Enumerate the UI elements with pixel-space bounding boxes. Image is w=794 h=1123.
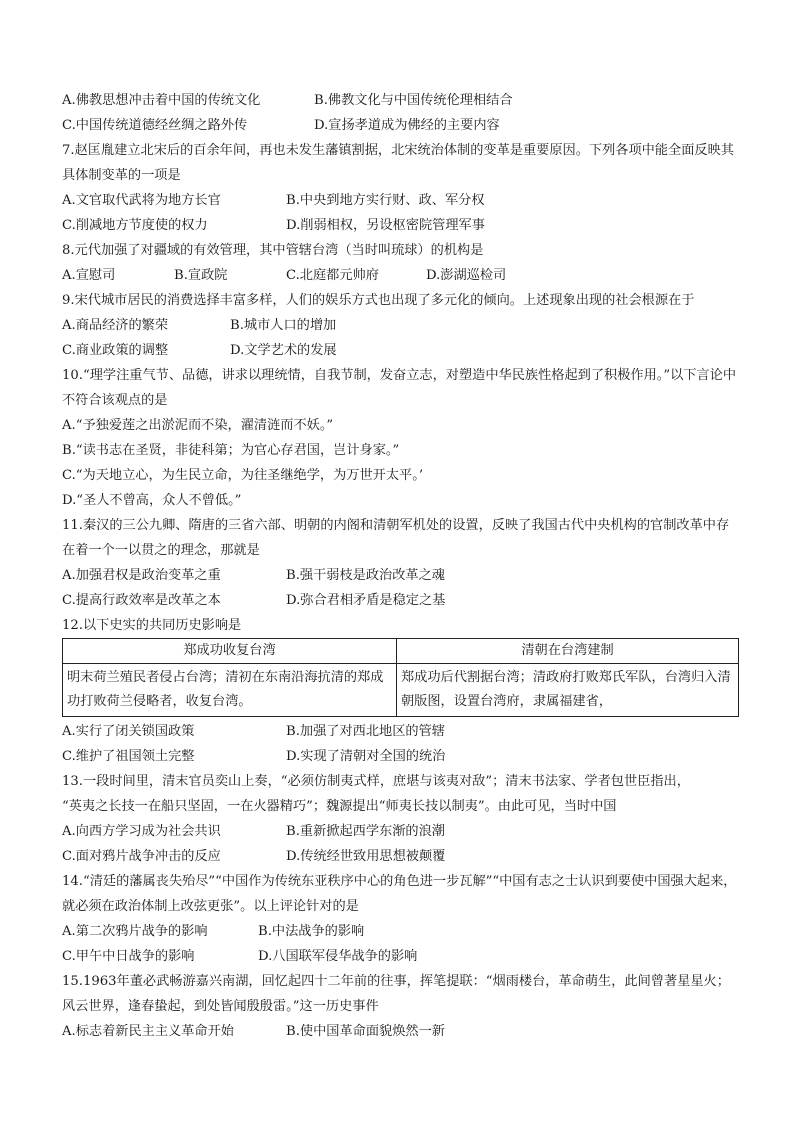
q7-option-b[interactable]: B.中央到地方实行财、政、军分权 [286, 193, 485, 208]
q8-option-d[interactable]: D.澎湖巡检司 [426, 268, 507, 283]
q11-option-b[interactable]: B.强干弱枝是政治改革之魂 [286, 568, 445, 583]
q6-option-b[interactable]: B.佛教文化与中国传统伦理相结合 [314, 93, 513, 108]
q15-option-b[interactable]: B.使中国革命面貌焕然一新 [286, 1024, 445, 1039]
q12-options-row-1 [62, 719, 738, 744]
q12-option-c[interactable]: C.维护了祖国领土完整 [62, 749, 195, 764]
table-header-qing: 清朝在台湾建制 [397, 639, 739, 664]
q14-stem: 14.“清廷的藩属丧失殆尽”“中国作为传统东亚秩序中心的角色进一步瓦解”“中国有志之士认识到要使中国强大起来，就必须在政治体制上改弦更张”。以上评论针对的是 [62, 874, 737, 914]
q14-options-row-2 [62, 944, 738, 969]
q13-options-row-1 [62, 819, 738, 844]
q10-option-a[interactable]: A.“予独爱莲之出淤泥而不染，濯清涟而不妖。” [62, 418, 334, 433]
table-cell-qing: 郑成功后代割据台湾；清政府打败郑氏军队，台湾归入清朝版图，设置台湾府，隶属福建省， [397, 664, 739, 717]
q12-option-b[interactable]: B.加强了对西北地区的管辖 [286, 724, 445, 739]
q13-stem-line-2: “英夷之长技一在船只坚固，一在火器精巧”；魏源提出“师夷长技以制夷”。由此可见，当时中国 [62, 799, 617, 814]
q6-option-a[interactable]: A.佛教思想冲击着中国的传统文化 [62, 93, 261, 108]
q10-stem: 10.“理学注重气节、品德，讲求以理统情，自我节制，发奋立志，对塑造中华民族性格起到了积极作用。”以下言论中不符合该观点的是 [62, 368, 737, 408]
q6-option-c[interactable]: C.中国传统道德经丝绸之路外传 [62, 118, 248, 133]
q12-history-table [62, 638, 739, 717]
q14-option-c[interactable]: C.甲午中日战争的影响 [62, 949, 195, 964]
q11-stem: 11.秦汉的三公九卿、隋唐的三省六部、明朝的内阁和清朝军机处的设置，反映了我国古代中央机构的官制改革中存在着一个一以贯之的理念，那就是 [62, 518, 730, 558]
q14-options-row-1 [62, 919, 738, 944]
table-row [63, 664, 739, 717]
q11-options-row-1 [62, 563, 738, 588]
q10-option-b[interactable]: B.“读书志在圣贤，非徒科第；为官心存君国，岂计身家。” [62, 443, 400, 458]
q12-option-a[interactable]: A.实行了闭关锁国政策 [62, 724, 195, 739]
q14-option-d[interactable]: D.八国联军侵华战争的影响 [258, 949, 418, 964]
q13-option-c[interactable]: C.面对鸦片战争冲击的反应 [62, 849, 221, 864]
q10-option-d[interactable]: D.“圣人不曾高，众人不曾低。” [62, 493, 242, 508]
q8-option-c[interactable]: C.北庭都元帅府 [286, 268, 379, 283]
q9-option-c[interactable]: C.商业政策的调整 [62, 343, 169, 358]
table-header-zheng: 郑成功收复台湾 [63, 639, 397, 664]
q9-options-row-2 [62, 338, 738, 363]
q12-option-d[interactable]: D.实现了清朝对全国的统治 [286, 749, 446, 764]
q14-option-b[interactable]: B.中法战争的影响 [258, 924, 365, 939]
q15-options-row-1 [62, 1019, 738, 1044]
q6-option-d[interactable]: D.宣扬孝道成为佛经的主要内容 [314, 118, 500, 133]
q11-option-d[interactable]: D.弥合君相矛盾是稳定之基 [286, 593, 446, 608]
q13-option-a[interactable]: A.向西方学习成为社会共识 [62, 824, 221, 839]
q12-options-row-2 [62, 744, 738, 769]
q15-stem: 15.1963年董必武畅游嘉兴南湖，回忆起四十二年前的往事，挥笔提联：“烟雨楼台，革命萌生，此间曾著星星火；风云世界，逢春蛰起，到处皆闻殷殷雷。”这一历史事件 [62, 974, 730, 1014]
q7-option-a[interactable]: A.文官取代武将为地方长官 [62, 193, 221, 208]
q7-stem: 7.赵匡胤建立北宋后的百余年间，再也未发生藩镇割据，北宋统治体制的变革是重要原因。下列各项中能全面反映其具体制变革的一项是 [62, 143, 734, 183]
q7-options-row-2 [62, 213, 738, 238]
q7-option-c[interactable]: C.削减地方节度使的权力 [62, 218, 208, 233]
q8-stem: 8.元代加强了对疆域的有效管理，其中管辖台湾（当时叫琉球）的机构是 [62, 243, 484, 258]
q11-option-a[interactable]: A.加强君权是政治变革之重 [62, 568, 221, 583]
q8-option-a[interactable]: A.宣慰司 [62, 268, 116, 283]
q11-options-row-2 [62, 588, 738, 613]
q9-stem: 9.宋代城市居民的消费选择丰富多样，人们的娱乐方式也出现了多元化的倾向。上述现象出现的社会根源在于 [62, 293, 695, 308]
q9-option-d[interactable]: D.文学艺术的发展 [230, 343, 337, 358]
q7-options-row-1 [62, 188, 738, 213]
q9-option-a[interactable]: A.商品经济的繁荣 [62, 318, 169, 333]
exam-page [62, 88, 738, 1044]
q8-options-row [62, 263, 738, 288]
q13-options-row-2 [62, 844, 738, 869]
q7-option-d[interactable]: D.削弱相权，另设枢密院管理军事 [286, 218, 485, 233]
q13-stem-line-1: 13.一段时间里，清末官员奕山上奏，“必须仿制夷式样，庶堪与该夷对敌”；清末书法家、学者包世臣指出， [62, 774, 690, 789]
table-cell-zheng: 明末荷兰殖民者侵占台湾；清初在东南沿海抗清的郑成功打败荷兰侵略者，收复台湾。 [63, 664, 397, 717]
q11-option-c[interactable]: C.提高行政效率是改革之本 [62, 593, 221, 608]
q13-option-d[interactable]: D.传统经世致用思想被颠覆 [286, 849, 446, 864]
q14-option-a[interactable]: A.第二次鸦片战争的影响 [62, 924, 208, 939]
q6-options-row-1 [62, 88, 738, 113]
q10-option-c[interactable]: C.“为天地立心，为生民立命，为往圣继绝学，为万世开太平。’ [62, 468, 424, 483]
q13-option-b[interactable]: B.重新掀起西学东渐的浪潮 [286, 824, 445, 839]
q15-option-a[interactable]: A.标志着新民主主义革命开始 [62, 1024, 234, 1039]
q9-options-row-1 [62, 313, 738, 338]
table-header-row [63, 639, 739, 664]
q9-option-b[interactable]: B.城市人口的增加 [230, 318, 337, 333]
q6-options-row-2 [62, 113, 738, 138]
q8-option-b[interactable]: B.宣政院 [174, 268, 228, 283]
q12-stem: 12.以下史实的共同历史影响是 [62, 618, 242, 633]
